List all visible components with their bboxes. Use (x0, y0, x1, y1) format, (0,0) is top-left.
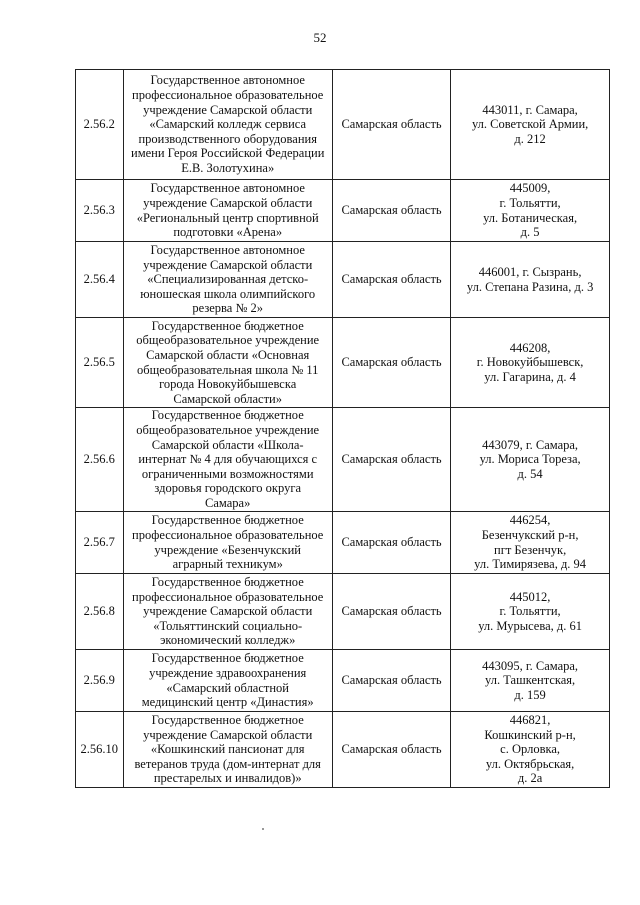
region-cell: Самарская область (332, 512, 450, 574)
name-line: «Специализированная детско- (147, 272, 309, 287)
name-line: подготовки «Арена» (173, 225, 283, 240)
name-line: резерва № 2» (192, 301, 264, 316)
name-line: общеобразовательное учреждение (136, 333, 320, 348)
address-line: ул. Степана Разина, д. 3 (466, 279, 594, 294)
address-cell (451, 408, 610, 512)
name-line: Государственное бюджетное (151, 318, 304, 333)
row-number-cell: 2.56.10 (76, 712, 124, 788)
address-line: г. Тольятти, (499, 195, 561, 210)
name-line: Е.В. Золотухина» (181, 160, 275, 175)
region-cell: Самарская область (332, 180, 450, 242)
row-number-cell: 2.56.4 (76, 242, 124, 318)
name-line: юношеская школа олимпийского (140, 286, 316, 301)
name-line: «Самарский областной (166, 680, 289, 695)
name-line: Самарской области» (173, 391, 282, 406)
address-line: 443011, г. Самара, (482, 102, 578, 117)
name-line: общеобразовательное учреждение (136, 423, 320, 438)
address-line: 445009, (509, 181, 551, 196)
name-line: Государственное автономное (150, 243, 305, 258)
name-line: учреждение здравоохранения (149, 665, 307, 680)
name-line: Государственное автономное (150, 181, 305, 196)
row-number-cell: 2.56.6 (76, 408, 124, 512)
address-cell (451, 712, 610, 788)
region-cell: Самарская область (332, 408, 450, 512)
address-line: 446254, (509, 513, 551, 528)
institution-name-cell (123, 318, 332, 408)
name-line: Самарской области «Основная (146, 347, 310, 362)
table-row (76, 650, 610, 712)
institution-name-cell (123, 512, 332, 574)
address-cell (451, 574, 610, 650)
name-line: экономический колледж» (160, 633, 296, 648)
name-line: «Кошкинский пансионат для (150, 742, 305, 757)
address-cell (451, 242, 610, 318)
name-line: профессиональное образовательное (132, 589, 324, 604)
name-line: учреждение Самарской области (143, 102, 313, 117)
table-body (76, 70, 610, 788)
institution-name-cell (123, 70, 332, 180)
name-line: аграрный техникум» (172, 557, 283, 572)
address-line: ул. Ташкентская, (485, 673, 576, 688)
address-line: 446001, г. Сызрань, (478, 264, 582, 279)
institution-name-cell (123, 712, 332, 788)
address-line: ул. Ботаническая, (483, 210, 578, 225)
address-line: ул. Тимирязева, д. 94 (474, 557, 587, 572)
name-line: ветеранов труда (дом-интернат для (134, 756, 321, 771)
row-number-cell: 2.56.9 (76, 650, 124, 712)
address-cell (451, 70, 610, 180)
name-line: «Самарский колледж сервиса (149, 117, 307, 132)
name-line: учреждение Самарской области (143, 727, 313, 742)
address-line: 446208, (509, 340, 551, 355)
name-line: имени Героя Российской Федерации (131, 146, 325, 161)
name-line: Государственное бюджетное (151, 575, 304, 590)
name-line: города Новокуйбышевска (159, 377, 297, 392)
name-line: учреждение Самарской области (143, 195, 313, 210)
address-line: д. 159 (514, 687, 546, 702)
row-number-cell: 2.56.5 (76, 318, 124, 408)
institution-name-cell (123, 180, 332, 242)
name-line: общеобразовательная школа № 11 (136, 362, 319, 377)
address-line: с. Орловка, (500, 742, 561, 757)
table-row (76, 318, 610, 408)
address-line: д. 2а (517, 771, 543, 786)
address-line: д. 5 (520, 225, 540, 240)
institution-name-cell (123, 574, 332, 650)
name-line: Государственное автономное (150, 73, 305, 88)
institution-name-cell (123, 650, 332, 712)
address-line: ул. Мурысева, д. 61 (478, 618, 582, 633)
address-cell (451, 650, 610, 712)
name-line: Самара» (205, 495, 251, 510)
region-cell: Самарская область (332, 574, 450, 650)
name-line: интернат № 4 для обучающихся с (138, 452, 318, 467)
address-line: ул. Мориса Тореза, (479, 452, 581, 467)
name-line: Самарской области «Школа- (151, 437, 304, 452)
address-line: ул. Октябрьская, (485, 756, 575, 771)
address-line: Кошкинский р-н, (484, 727, 576, 742)
address-line: г. Тольятти, (499, 604, 561, 619)
name-line: «Региональный центр спортивной (136, 210, 319, 225)
row-number-cell: 2.56.8 (76, 574, 124, 650)
address-line: г. Новокуйбышевск, (476, 355, 584, 370)
name-line: Государственное бюджетное (151, 651, 304, 666)
row-number-cell: 2.56.7 (76, 512, 124, 574)
region-cell: Самарская область (332, 318, 450, 408)
table-row (76, 712, 610, 788)
address-line: д. 54 (517, 466, 543, 481)
name-line: ограниченными возможностями (141, 466, 314, 481)
region-cell: Самарская область (332, 650, 450, 712)
table-row (76, 70, 610, 180)
page-number: 52 (313, 30, 327, 45)
region-cell: Самарская область (332, 242, 450, 318)
row-number-cell: 2.56.3 (76, 180, 124, 242)
address-line: 443095, г. Самара, (482, 658, 579, 673)
scan-speck (262, 828, 264, 830)
institutions-table (75, 69, 610, 788)
address-line: пгт Безенчук, (494, 542, 567, 557)
address-line: ул. Гагарина, д. 4 (484, 369, 576, 384)
address-cell (451, 318, 610, 408)
address-line: 445012, (509, 589, 551, 604)
address-line: д. 212 (514, 131, 546, 146)
name-line: учреждение Самарской области (143, 257, 313, 272)
address-line: Безенчукский р-н, (481, 527, 579, 542)
name-line: здоровья городского округа (154, 481, 302, 496)
address-line: 443079, г. Самара, (482, 437, 579, 452)
address-line: ул. Советской Армии, (471, 117, 589, 132)
name-line: учреждение «Безенчукский (154, 542, 301, 557)
table-row (76, 408, 610, 512)
name-line: «Тольяттинский социально- (153, 618, 303, 633)
row-number-cell: 2.56.2 (76, 70, 124, 180)
table-row (76, 242, 610, 318)
name-line: медицинский центр «Династия» (141, 695, 314, 710)
institution-name-cell (123, 242, 332, 318)
name-line: учреждение Самарской области (143, 604, 313, 619)
region-cell: Самарская область (332, 70, 450, 180)
name-line: Государственное бюджетное (151, 408, 304, 423)
table-row (76, 574, 610, 650)
institution-name-cell (123, 408, 332, 512)
name-line: Государственное бюджетное (151, 713, 304, 728)
name-line: профессиональное образовательное (132, 88, 324, 103)
name-line: престарелых и инвалидов)» (153, 771, 302, 786)
name-line: Государственное бюджетное (151, 513, 304, 528)
address-cell (451, 180, 610, 242)
table-row (76, 180, 610, 242)
table-row (76, 512, 610, 574)
name-line: профессиональное образовательное (132, 527, 324, 542)
address-line: 446821, (509, 713, 551, 728)
address-cell (451, 512, 610, 574)
region-cell: Самарская область (332, 712, 450, 788)
name-line: производственного оборудования (138, 131, 317, 146)
